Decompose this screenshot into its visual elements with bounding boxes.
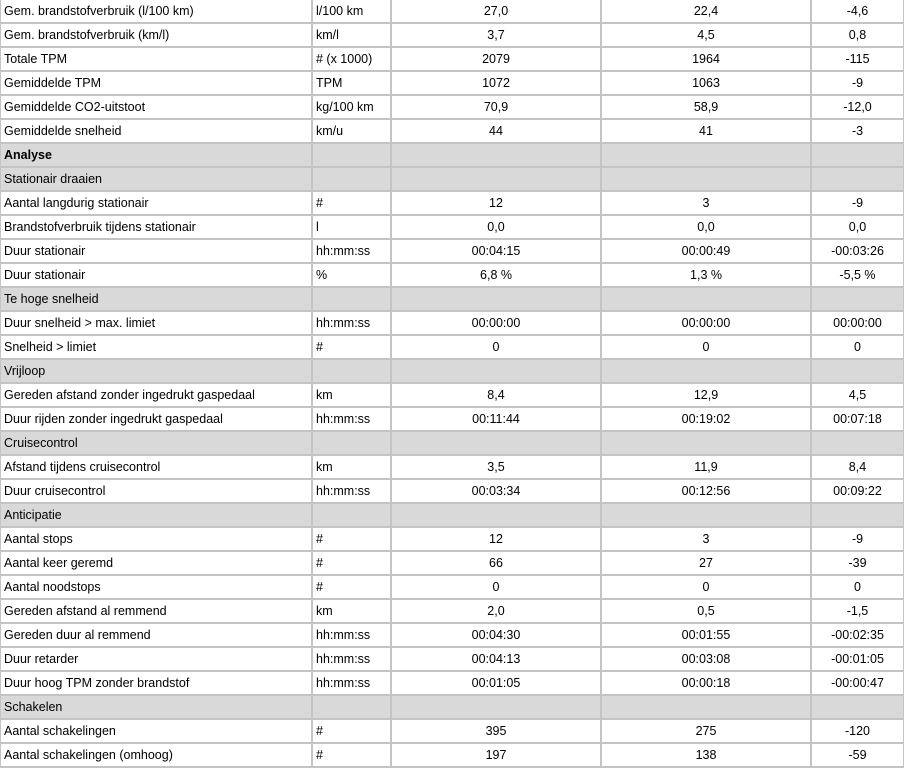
row-unit: hh:mm:ss: [313, 408, 392, 432]
value-period-1: 12: [392, 192, 602, 216]
row-label: Duur hoog TPM zonder brandstof: [0, 672, 313, 696]
row-unit: #: [313, 552, 392, 576]
value-difference: [812, 696, 904, 720]
value-difference: [812, 360, 904, 384]
value-difference: -9: [812, 192, 904, 216]
value-difference: 0: [812, 336, 904, 360]
table-row: [0, 336, 904, 360]
table-row: [0, 192, 904, 216]
table-row: [0, 48, 904, 72]
value-period-2: 00:01:55: [602, 624, 812, 648]
table-row: [0, 216, 904, 240]
value-period-2: 00:19:02: [602, 408, 812, 432]
value-difference: -4,6: [812, 0, 904, 24]
value-period-1: 6,8 %: [392, 264, 602, 288]
row-unit: #: [313, 192, 392, 216]
subsection-header-row: [0, 168, 904, 192]
value-period-2: 1,3 %: [602, 264, 812, 288]
value-period-1: [392, 504, 602, 528]
value-period-2: 138: [602, 744, 812, 768]
row-unit: TPM: [313, 72, 392, 96]
table-row: [0, 120, 904, 144]
row-unit: #: [313, 576, 392, 600]
value-period-2: 00:00:00: [602, 312, 812, 336]
value-period-2: 22,4: [602, 0, 812, 24]
table-row: [0, 312, 904, 336]
value-period-1: 00:11:44: [392, 408, 602, 432]
row-label: Totale TPM: [0, 48, 313, 72]
row-label: Gem. brandstofverbruik (l/100 km): [0, 0, 313, 24]
value-difference: -3: [812, 120, 904, 144]
row-unit: km: [313, 456, 392, 480]
table-row: [0, 240, 904, 264]
table-row: [0, 384, 904, 408]
value-period-1: 00:01:05: [392, 672, 602, 696]
value-period-1: [392, 168, 602, 192]
table-row: [0, 480, 904, 504]
value-period-1: 00:04:30: [392, 624, 602, 648]
value-period-2: 3: [602, 192, 812, 216]
value-difference: -00:01:05: [812, 648, 904, 672]
value-period-2: [602, 168, 812, 192]
table-row: [0, 552, 904, 576]
value-difference: 00:00:00: [812, 312, 904, 336]
value-difference: -115: [812, 48, 904, 72]
value-period-1: 44: [392, 120, 602, 144]
row-unit: hh:mm:ss: [313, 648, 392, 672]
table-row: [0, 600, 904, 624]
row-unit: #: [313, 336, 392, 360]
row-label: Anticipatie: [0, 504, 313, 528]
value-period-2: [602, 288, 812, 312]
value-period-1: 1072: [392, 72, 602, 96]
value-period-2: 00:00:49: [602, 240, 812, 264]
value-difference: [812, 144, 904, 168]
value-period-1: 12: [392, 528, 602, 552]
value-period-1: [392, 432, 602, 456]
row-label: Gereden afstand al remmend: [0, 600, 313, 624]
value-difference: -5,5 %: [812, 264, 904, 288]
row-unit: km: [313, 384, 392, 408]
value-period-1: 0: [392, 576, 602, 600]
value-difference: [812, 504, 904, 528]
row-unit: #: [313, 720, 392, 744]
value-difference: -39: [812, 552, 904, 576]
row-label: Te hoge snelheid: [0, 288, 313, 312]
value-period-2: 0: [602, 576, 812, 600]
row-label: Brandstofverbruik tijdens stationair: [0, 216, 313, 240]
row-label: Afstand tijdens cruisecontrol: [0, 456, 313, 480]
row-unit: [313, 168, 392, 192]
value-period-1: [392, 696, 602, 720]
row-unit: hh:mm:ss: [313, 672, 392, 696]
value-period-2: 58,9: [602, 96, 812, 120]
value-difference: 0,0: [812, 216, 904, 240]
value-period-2: 00:00:18: [602, 672, 812, 696]
row-unit: hh:mm:ss: [313, 312, 392, 336]
table-row: [0, 528, 904, 552]
value-period-1: 27,0: [392, 0, 602, 24]
row-label: Gereden afstand zonder ingedrukt gaspedaal: [0, 384, 313, 408]
value-difference: -120: [812, 720, 904, 744]
row-unit: kg/100 km: [313, 96, 392, 120]
row-label: Gemiddelde TPM: [0, 72, 313, 96]
value-difference: 0: [812, 576, 904, 600]
row-label: Duur rijden zonder ingedrukt gaspedaal: [0, 408, 313, 432]
value-period-2: 1964: [602, 48, 812, 72]
row-unit: hh:mm:ss: [313, 624, 392, 648]
value-period-2: 0,0: [602, 216, 812, 240]
value-period-1: [392, 360, 602, 384]
row-label: Duur snelheid > max. limiet: [0, 312, 313, 336]
row-label: Duur cruisecontrol: [0, 480, 313, 504]
value-period-1: 00:00:00: [392, 312, 602, 336]
value-period-2: 00:03:08: [602, 648, 812, 672]
value-period-2: [602, 360, 812, 384]
value-period-2: 3: [602, 528, 812, 552]
value-period-2: [602, 432, 812, 456]
row-unit: [313, 288, 392, 312]
value-period-2: 275: [602, 720, 812, 744]
table-row: [0, 624, 904, 648]
value-period-1: 395: [392, 720, 602, 744]
value-period-1: 0,0: [392, 216, 602, 240]
value-difference: -12,0: [812, 96, 904, 120]
row-unit: %: [313, 264, 392, 288]
row-unit: km/l: [313, 24, 392, 48]
row-label: Gem. brandstofverbruik (km/l): [0, 24, 313, 48]
row-unit: #: [313, 744, 392, 768]
table-row: [0, 744, 904, 768]
value-period-1: 66: [392, 552, 602, 576]
subsection-header-row: [0, 360, 904, 384]
value-period-2: 4,5: [602, 24, 812, 48]
subsection-header-row: [0, 432, 904, 456]
value-period-1: 00:03:34: [392, 480, 602, 504]
row-unit: km/u: [313, 120, 392, 144]
value-period-2: 12,9: [602, 384, 812, 408]
value-period-1: 70,9: [392, 96, 602, 120]
row-unit: l/100 km: [313, 0, 392, 24]
table-row: [0, 72, 904, 96]
row-label: Aantal noodstops: [0, 576, 313, 600]
row-label: Cruisecontrol: [0, 432, 313, 456]
row-unit: [313, 504, 392, 528]
row-unit: #: [313, 528, 392, 552]
value-period-1: 8,4: [392, 384, 602, 408]
value-difference: -00:03:26: [812, 240, 904, 264]
value-difference: 0,8: [812, 24, 904, 48]
value-period-2: [602, 696, 812, 720]
value-period-2: 11,9: [602, 456, 812, 480]
value-period-1: 197: [392, 744, 602, 768]
row-unit: l: [313, 216, 392, 240]
value-period-2: [602, 504, 812, 528]
row-label: Gemiddelde snelheid: [0, 120, 313, 144]
table-row: [0, 456, 904, 480]
value-period-2: 27: [602, 552, 812, 576]
table-row: [0, 0, 904, 24]
row-unit: hh:mm:ss: [313, 240, 392, 264]
row-unit: # (x 1000): [313, 48, 392, 72]
row-unit: [313, 360, 392, 384]
value-period-2: 1063: [602, 72, 812, 96]
subsection-header-row: [0, 696, 904, 720]
table-row: [0, 96, 904, 120]
row-label: Aantal keer geremd: [0, 552, 313, 576]
value-period-1: [392, 288, 602, 312]
value-difference: -9: [812, 528, 904, 552]
value-period-1: [392, 144, 602, 168]
table-row: [0, 576, 904, 600]
value-difference: 8,4: [812, 456, 904, 480]
table-row: [0, 720, 904, 744]
value-difference: -9: [812, 72, 904, 96]
row-label: Vrijloop: [0, 360, 313, 384]
value-period-2: 41: [602, 120, 812, 144]
value-period-1: 3,7: [392, 24, 602, 48]
row-label: Schakelen: [0, 696, 313, 720]
value-period-2: 0: [602, 336, 812, 360]
value-period-1: 3,5: [392, 456, 602, 480]
value-difference: -1,5: [812, 600, 904, 624]
row-label: Aantal langdurig stationair: [0, 192, 313, 216]
value-period-1: 2079: [392, 48, 602, 72]
row-label: Gereden duur al remmend: [0, 624, 313, 648]
table-row: [0, 408, 904, 432]
value-period-1: 00:04:13: [392, 648, 602, 672]
value-difference: 00:09:22: [812, 480, 904, 504]
value-difference: -59: [812, 744, 904, 768]
value-difference: [812, 168, 904, 192]
value-difference: -00:00:47: [812, 672, 904, 696]
value-period-1: 0: [392, 336, 602, 360]
value-difference: [812, 432, 904, 456]
value-period-1: 2,0: [392, 600, 602, 624]
row-label: Analyse: [0, 144, 313, 168]
value-period-2: 00:12:56: [602, 480, 812, 504]
subsection-header-row: [0, 504, 904, 528]
row-label: Aantal stops: [0, 528, 313, 552]
value-difference: [812, 288, 904, 312]
row-label: Snelheid > limiet: [0, 336, 313, 360]
value-difference: 00:07:18: [812, 408, 904, 432]
row-unit: km: [313, 600, 392, 624]
row-label: Duur retarder: [0, 648, 313, 672]
value-period-2: [602, 144, 812, 168]
row-label: Duur stationair: [0, 264, 313, 288]
row-label: Aantal schakelingen: [0, 720, 313, 744]
row-label: Aantal schakelingen (omhoog): [0, 744, 313, 768]
row-unit: hh:mm:ss: [313, 480, 392, 504]
row-unit: [313, 144, 392, 168]
subsection-header-row: [0, 288, 904, 312]
table-row: [0, 672, 904, 696]
row-unit: [313, 696, 392, 720]
value-difference: -00:02:35: [812, 624, 904, 648]
row-label: Gemiddelde CO2-uitstoot: [0, 96, 313, 120]
value-period-2: 0,5: [602, 600, 812, 624]
table-row: [0, 648, 904, 672]
row-unit: [313, 432, 392, 456]
table-row: [0, 264, 904, 288]
row-label: Duur stationair: [0, 240, 313, 264]
value-difference: 4,5: [812, 384, 904, 408]
row-label: Stationair draaien: [0, 168, 313, 192]
value-period-1: 00:04:15: [392, 240, 602, 264]
section-header-row: [0, 144, 904, 168]
table-row: [0, 24, 904, 48]
